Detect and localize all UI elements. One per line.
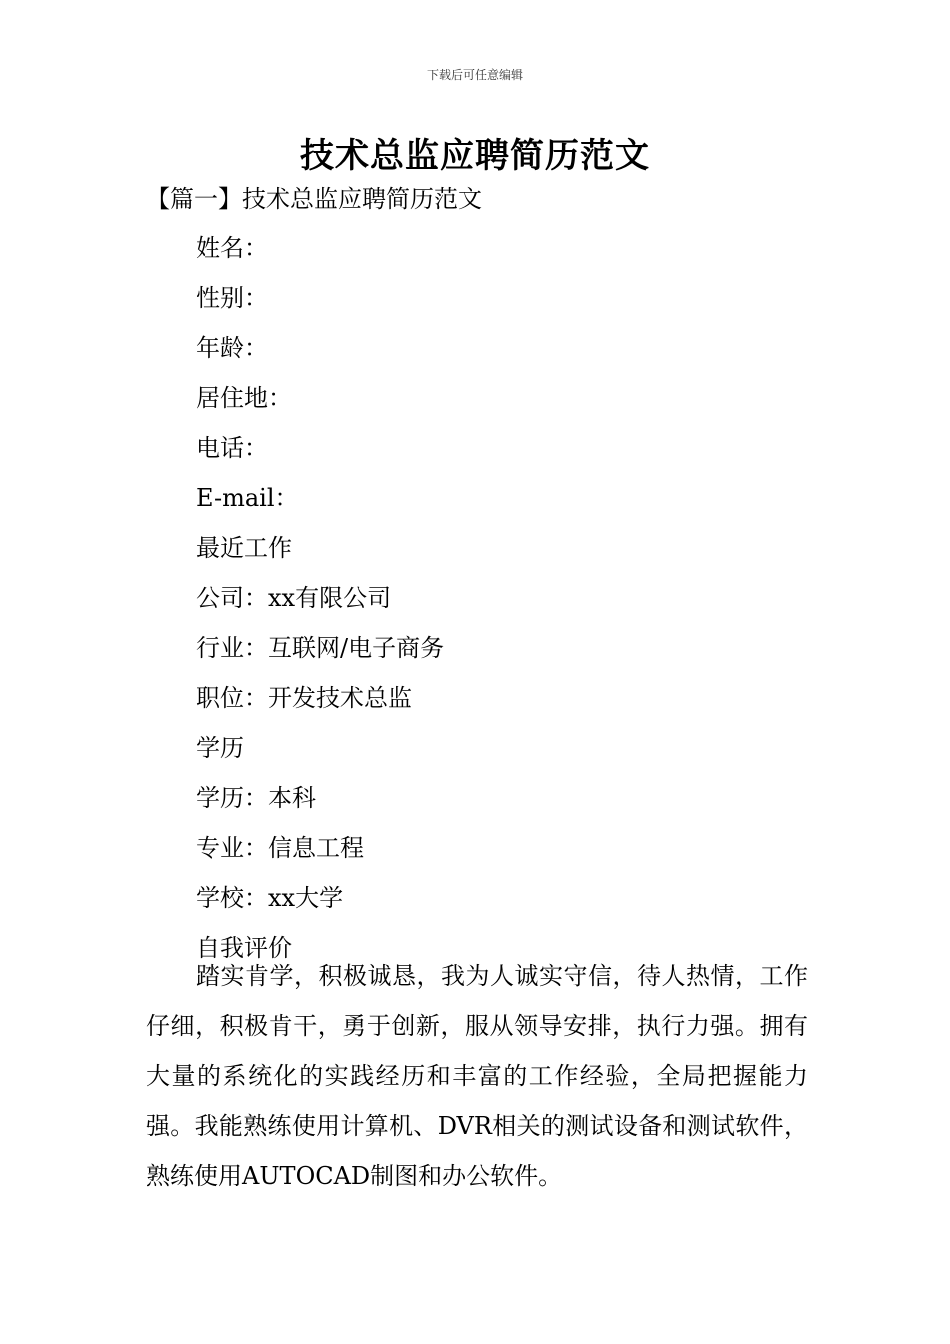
document-title: 技术总监应聘简历范文 — [300, 136, 650, 176]
field-email: E-mail： — [196, 484, 299, 512]
field-school: 学校：xx大学 — [196, 884, 344, 912]
field-major: 专业：信息工程 — [196, 834, 364, 862]
field-company: 公司：xx有限公司 — [196, 584, 392, 612]
section-heading: 【篇一】技术总监应聘简历范文 — [146, 185, 482, 213]
section-self-evaluation: 自我评价 — [196, 934, 292, 962]
field-industry: 行业：互联网/电子商务 — [196, 634, 445, 662]
resume-fields — [196, 228, 444, 978]
section-education: 学历 — [196, 734, 244, 762]
field-name: 姓名： — [196, 234, 268, 262]
header-note: 下载后可任意编辑 — [426, 68, 523, 82]
field-degree: 学历：本科 — [196, 784, 316, 812]
self-evaluation-paragraph: 踏实肯学，积极诚恳，我为人诚实守信，待人热情，工作仔细，积极肯干，勇于创新，服从领导安排，执行力强。拥有大量的系统化的实践经历和丰富的工作经验，全局把握能力强。我能熟练使用计算机、DVR相关的测试设备和测试软件，熟练使用AUTOCAD制图和办公软件。 — [146, 962, 808, 1190]
section-recent-work: 最近工作 — [196, 534, 292, 562]
field-position: 职位：开发技术总监 — [196, 684, 412, 712]
field-age: 年龄： — [196, 334, 268, 362]
field-residence: 居住地： — [196, 384, 292, 412]
field-phone: 电话： — [196, 434, 268, 462]
field-gender: 性别： — [196, 284, 268, 312]
